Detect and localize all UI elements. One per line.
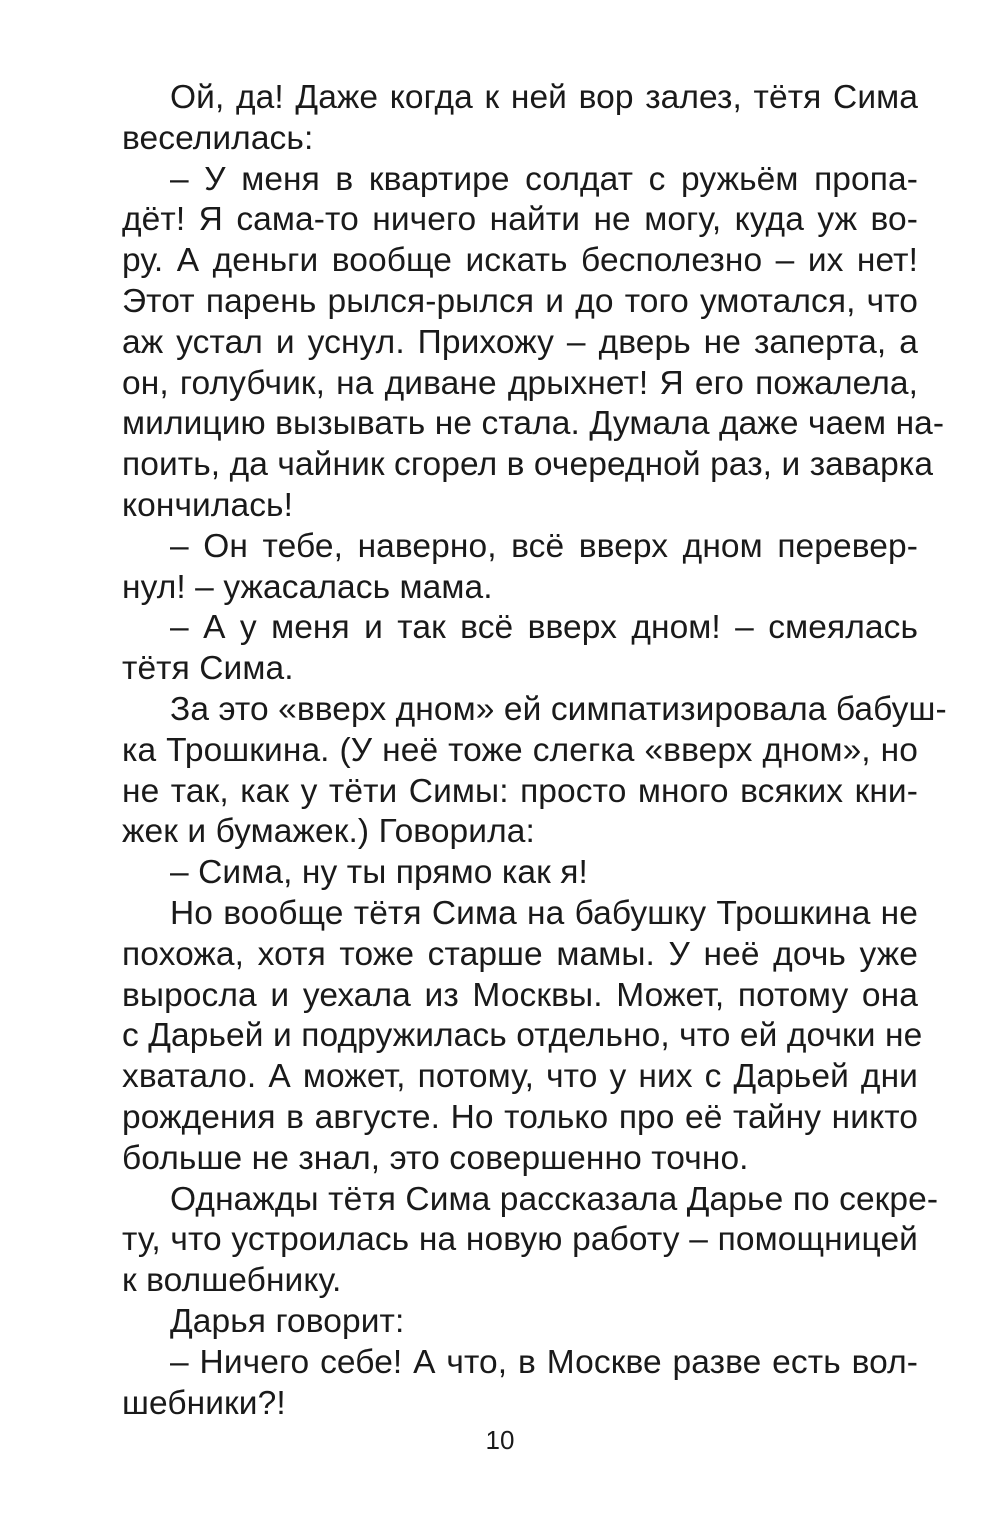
text-line: Дарья говорит: [170, 1302, 405, 1340]
text-line: Ой, да! Даже когда к ней вор залез, тётя Сима [170, 79, 918, 116]
text-line: – Он тебе, наверно, всё вверх дном перевер- [170, 527, 918, 565]
text-line: дёт! Я сама-то ничего найти не могу, куда уж во- [122, 201, 918, 239]
text-line: он, голубчик, на диване дрыхнет! Я его пожалела, [122, 364, 918, 402]
text-line: веселилась: [122, 119, 314, 157]
text-line: Но вообще тётя Сима на бабушку Трошкина не [170, 894, 918, 932]
text-line: тётя Сима. [122, 650, 294, 688]
text-line: шебники?! [122, 1384, 286, 1422]
text-line: больше не знал, это совершенно точно. [122, 1139, 749, 1177]
text-line: ру. А деньги вообще искать бесполезно – их нет! [122, 242, 918, 280]
body-text [122, 78, 947, 1424]
text-line: Этот парень рылся-рылся и до того умотался, что [122, 282, 918, 320]
text-line: – А у меня и так всё вверх дном! – смеялась [170, 609, 918, 647]
text-line: милицию вызывать не стала. Думала даже чаем на- [122, 405, 945, 443]
page-number: 10 [485, 1425, 515, 1455]
text-line: аж устал и уснул. Прихожу – дверь не заперта, а [122, 323, 918, 361]
text-line: поить, да чайник сгорел в очередной раз, и заварка [122, 446, 934, 484]
text-line: ка Трошкина. (У неё тоже слегка «вверх дном», но [122, 731, 918, 769]
text-line: рождения в августе. Но только про её тайну никто [122, 1098, 918, 1136]
text-line: к волшебнику. [122, 1262, 342, 1300]
text-line: ту, что устроилась на новую работу – помощницей [122, 1221, 918, 1259]
text-line: хватало. А может, потому, что у них с Дарьей дни [122, 1058, 918, 1096]
text-line: выросла и уехала из Москвы. Может, потому она [122, 976, 918, 1014]
text-line: – У меня в квартире солдат с ружьём пропа- [170, 160, 918, 198]
text-line: – Ничего себе! А что, в Москве разве есть вол- [170, 1343, 918, 1381]
text-line: – Сима, ну ты прямо как я! [170, 854, 588, 892]
text-line: Однажды тётя Сима рассказала Дарье по секре- [170, 1180, 939, 1218]
text-line: похожа, хотя тоже старше мамы. У неё дочь уже [122, 935, 918, 973]
text-line: не так, как у тёти Симы: просто много всяких кни- [122, 772, 918, 810]
text-line: За это «вверх дном» ей симпатизировала бабуш- [170, 690, 947, 728]
text-line: жек и бумажек.) Говорила: [122, 813, 535, 851]
text-line: кончилась! [122, 486, 294, 524]
text-line: нул! – ужасалась мама. [122, 568, 493, 606]
text-line: с Дарьей и подружилась отдельно, что ей дочки не [122, 1017, 923, 1055]
